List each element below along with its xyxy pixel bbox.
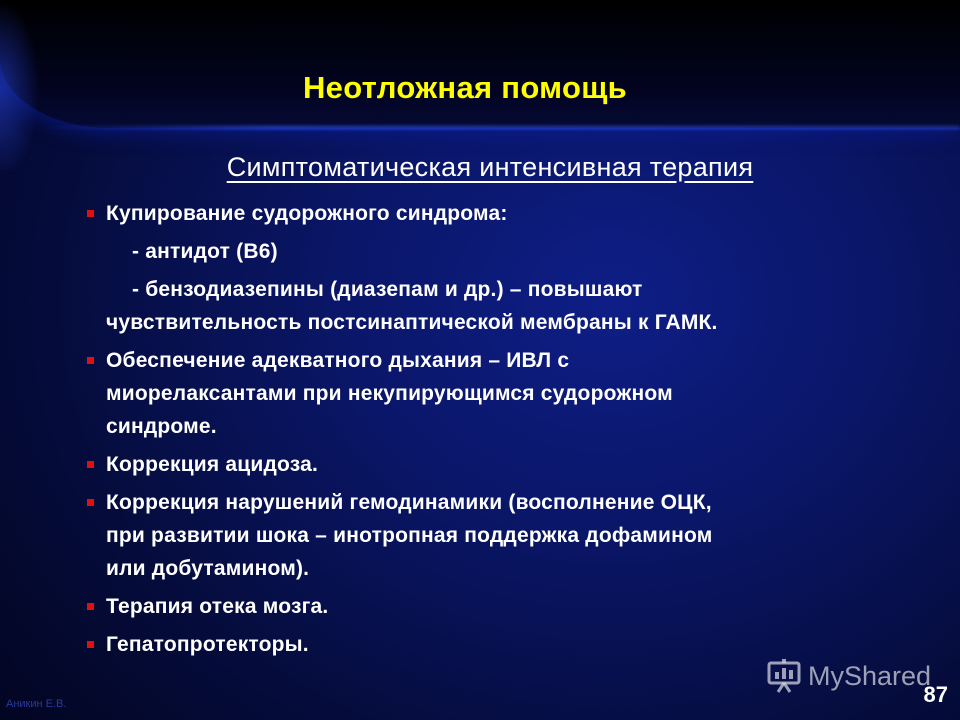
slide-subtitle: Симптоматическая интенсивная терапия bbox=[226, 152, 754, 182]
list-item-text: Коррекция ацидоза. bbox=[106, 453, 319, 476]
header-band-glow bbox=[40, 126, 960, 129]
square-bullet-icon bbox=[87, 641, 94, 648]
list-item bbox=[84, 344, 914, 443]
list-item-text: при развитии шока – инотропная поддержка дофамином bbox=[106, 524, 713, 547]
presentation-board-icon bbox=[766, 658, 802, 694]
slide-title: Неотложная помощь bbox=[302, 70, 628, 105]
square-bullet-icon bbox=[87, 461, 94, 468]
list-item-text: - бензодиазепины (диазепам и др.) – повышают bbox=[132, 278, 643, 301]
list-item bbox=[84, 590, 914, 623]
square-bullet-icon bbox=[87, 210, 94, 217]
list-item-text: синдроме. bbox=[106, 415, 217, 438]
bullet-list bbox=[84, 197, 914, 666]
list-item-text: Терапия отека мозга. bbox=[106, 595, 329, 618]
list-item-text: Обеспечение адекватного дыхания – ИВЛ с bbox=[106, 349, 570, 372]
list-item-text: - антидот (В6) bbox=[132, 240, 278, 263]
square-bullet-icon bbox=[87, 357, 94, 364]
square-bullet-icon bbox=[87, 603, 94, 610]
list-item-text: Коррекция нарушений гемодинамики (восполнение ОЦК, bbox=[106, 491, 712, 514]
header-band bbox=[0, 0, 960, 128]
list-item-text: чувствительность постсинаптической мембраны к ГАМК. bbox=[106, 311, 718, 334]
list-item bbox=[84, 235, 914, 268]
list-item bbox=[84, 486, 914, 585]
list-item-text: или добутамином). bbox=[106, 557, 310, 580]
list-item-text: миорелаксантами при некупирующимся судорожном bbox=[106, 382, 673, 405]
page-number: 87 bbox=[923, 682, 948, 707]
list-item-text: Купирование судорожного синдрома: bbox=[106, 202, 508, 225]
watermark-label: MyShared bbox=[808, 660, 932, 691]
list-item bbox=[84, 197, 914, 230]
list-item bbox=[84, 448, 914, 481]
myshared-watermark[interactable] bbox=[766, 656, 946, 696]
square-bullet-icon bbox=[87, 499, 94, 506]
list-item bbox=[84, 273, 914, 339]
author-credit: Аникин Е.В. bbox=[6, 698, 67, 710]
list-item-text: Гепатопротекторы. bbox=[106, 633, 309, 656]
